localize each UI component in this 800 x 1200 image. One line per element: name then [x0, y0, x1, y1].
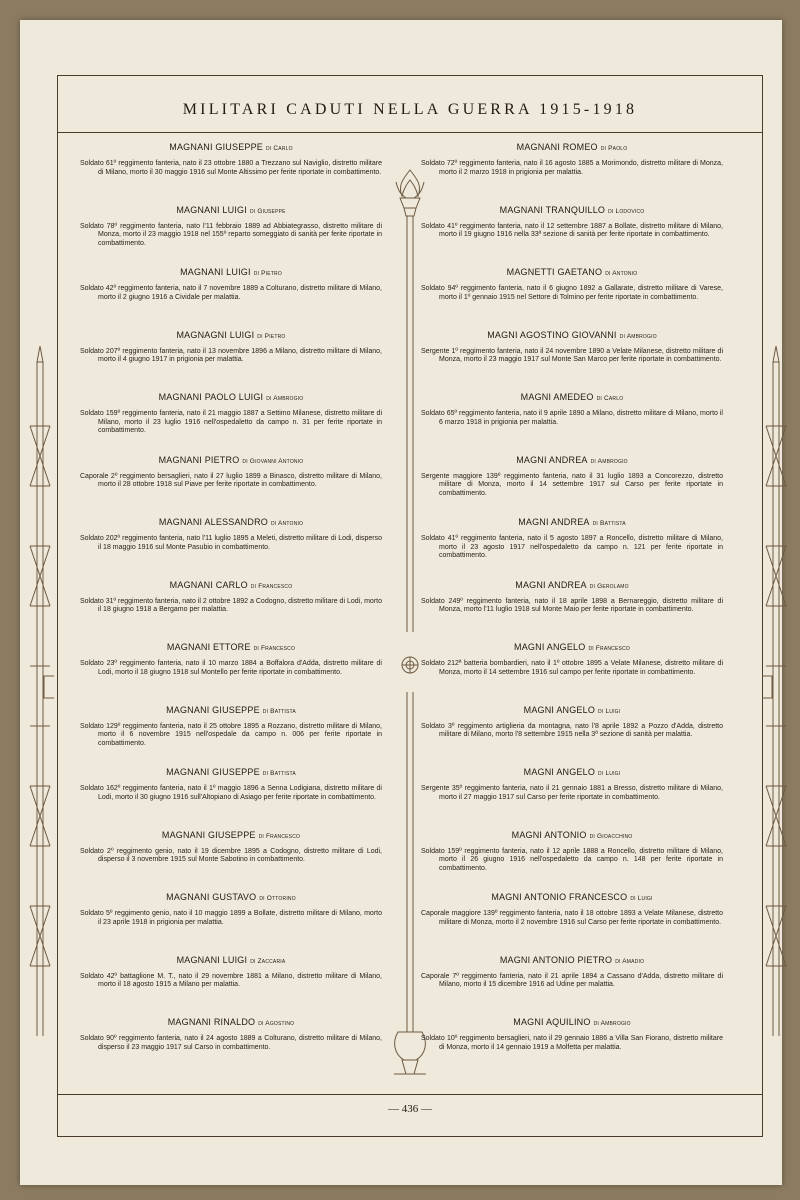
entry-name: [421, 767, 723, 777]
entry-surname: MAGNI ANGELO: [523, 767, 596, 777]
entry-name: [421, 267, 723, 277]
entry-surname: MAGNI AGOSTINO GIOVANNI: [487, 329, 617, 340]
casualty-entry: [80, 580, 382, 615]
entry-name: [80, 392, 382, 402]
entry-text: Soldato 90º reggimento fanteria, nato il 24 agosto 1889 a Colturano, distretto militare di Milano, disperso il 23 maggio 1917 sul Carso in combattimento.: [80, 1035, 382, 1051]
entry-surname: MAGNANI GIUSEPPE: [169, 142, 263, 152]
entry-surname: MAGNI ANGELO: [523, 704, 596, 715]
casualty-entry: [421, 705, 723, 740]
entry-surname: MAGNAGNI LUIGI: [176, 329, 255, 340]
entry-surname: MAGNANI GIUSEPPE: [166, 767, 260, 777]
entry-surname: MAGNI ANTONIO FRANCESCO: [491, 892, 628, 902]
entry-parent: di Battista: [592, 520, 626, 527]
entry-text: Soldato 207º reggimento fanteria, nato il 13 novembre 1896 a Milano, distretto militare di Milano, morto il 4 giugno 1917 in prigionia per malattia.: [80, 347, 382, 364]
entry-text: Soldato 162º reggimento fanteria, nato il 1º maggio 1896 a Senna Lodigiana, distretto militare di Lodi, morto il 30 giugno 1916 sull'Altopiano di Asiago per ferite riportate in combattimento.: [80, 785, 382, 801]
entry-surname: MAGNANI ROMEO: [516, 142, 598, 152]
entry-parent: di Pietro: [257, 332, 286, 340]
entry-parent: di Battista: [262, 707, 296, 715]
entry-parent: di Francesco: [250, 582, 293, 590]
left-pole-ornament: [26, 346, 54, 1036]
casualty-entry: [80, 955, 382, 990]
entry-parent: di Carlo: [596, 395, 624, 402]
casualty-entry: [80, 392, 382, 436]
entry-surname: MAGNANI ETTORE: [166, 642, 251, 652]
entry-text: Soldato 94º reggimento fanteria, nato il 6 giugno 1892 a Gallarate, distretto militare di Varese, morto il 1º gennaio 1915 nel Settore di Tolmino per ferite riportate in combattimento.: [421, 285, 723, 301]
entry-name: [80, 330, 382, 340]
entry-text: Soldato 129º reggimento fanteria, nato il 25 ottobre 1895 a Rozzano, distretto militare di Milano, morto il 6 novembre 1915 nell'ospedale da campo n. 006 per ferite riportate in combattimento.: [80, 722, 382, 747]
entry-text: Sergente maggiore 139º reggimento fanteria, nato il 31 luglio 1893 a Concorezzo, distretto militare di Monza, morto il 14 settembre 1917 sul Carso per ferite riportate in combattimento.: [421, 472, 723, 497]
entry-parent: di Zaccaria: [250, 957, 286, 965]
entry-name: [421, 330, 723, 340]
entry-name: [421, 1017, 723, 1027]
entry-parent: di Antonio: [605, 270, 638, 277]
entry-parent: di Luigi: [630, 895, 653, 902]
entry-name: [80, 455, 382, 465]
entry-parent: di Francesco: [588, 645, 630, 652]
entry-parent: di Antonio: [271, 520, 304, 527]
entry-surname: MAGNANI PAOLO LUIGI: [158, 392, 264, 402]
casualty-entry: [421, 142, 723, 177]
entry-parent: di Francesco: [258, 832, 301, 840]
entry-parent: di Carlo: [266, 145, 293, 152]
page-header: [58, 76, 762, 133]
entry-surname: MAGNANI PIETRO: [158, 454, 240, 465]
entry-name: [421, 705, 723, 715]
casualty-entry: [80, 455, 382, 490]
entry-text: Soldato 202º reggimento fanteria, nato l'11 luglio 1895 a Meleti, distretto militare di Lodi, disperso il 18 maggio 1916 sul Monte Pasubio in combattimento.: [80, 535, 382, 551]
entry-name: [80, 580, 382, 590]
entry-surname: MAGNANI LUIGI: [176, 204, 247, 215]
casualty-entry: [421, 580, 723, 615]
entry-surname: MAGNI AMEDEO: [520, 392, 594, 402]
casualty-entry: [80, 205, 382, 249]
entry-text: Soldato 41º reggimento fanteria, nato il 12 settembre 1887 a Bollate, distretto militare di Milano, morto il 19 giugno 1916 nella 33ª sezione di sanità per ferite riportate in combattimento.: [421, 222, 723, 239]
entry-name: [80, 142, 382, 152]
page-sheet: [20, 20, 782, 1185]
entry-surname: MAGNI ANDREA: [518, 517, 590, 527]
casualty-entry: [80, 142, 382, 177]
entry-surname: MAGNI AQUILINO: [513, 1017, 591, 1027]
casualty-entry: [421, 892, 723, 927]
footer-rule: [58, 1094, 762, 1095]
entry-name: [421, 517, 723, 527]
entry-name: [80, 892, 382, 902]
casualty-entry: [80, 517, 382, 552]
entry-text: Soldato 61º reggimento fanteria, nato il 23 ottobre 1880 a Trezzano sul Naviglio, distretto militare di Milano, morto il 30 maggio 1916 sul Monte Altissimo per ferite riportate in combattimento.: [80, 160, 382, 176]
entry-name: [421, 955, 723, 965]
page-frame: [57, 75, 763, 1137]
entry-parent: di Battista: [262, 770, 296, 777]
entry-surname: MAGNANI ALESSANDRO: [158, 517, 268, 527]
casualty-entry: [80, 892, 382, 927]
entry-name: [80, 1017, 382, 1027]
entry-name: [80, 830, 382, 840]
entry-parent: di Pietro: [253, 270, 282, 277]
entry-parent: di Francesco: [253, 645, 296, 652]
entry-text: Soldato 5º reggimento genio, nato il 10 maggio 1899 a Bollate, distretto militare di Milano, morto il 23 aprile 1918 in prigionia per malattia.: [80, 910, 382, 926]
page-title: MILITARI CADUTI NELLA GUERRA 1915-1918: [182, 101, 638, 118]
casualty-entry: [421, 205, 723, 240]
entry-text: Soldato 42º battaglione M. T., nato il 29 novembre 1881 a Milano, distretto militare di Milano, morto il 18 agosto 1915 a Milano per malattia.: [80, 972, 382, 989]
entry-name: [421, 580, 723, 590]
entry-text: Soldato 159º reggimento fanteria, nato il 21 maggio 1887 a Settimo Milanese, distretto militare di Milano, morto il 23 luglio 1916 nell'ospedaletto da campo n. 31 per ferite riportate in combattimento.: [80, 410, 382, 435]
entry-surname: MAGNANI RINALDO: [167, 1017, 256, 1027]
entry-parent: di Ambrogio: [590, 457, 628, 465]
entry-surname: MAGNANI GIUSEPPE: [166, 704, 260, 715]
casualty-entry: [80, 642, 382, 677]
entry-surname: MAGNANI GIUSEPPE: [161, 829, 256, 840]
entry-name: [80, 517, 382, 527]
entry-surname: MAGNETTI GAETANO: [506, 267, 603, 277]
entry-surname: MAGNI ANTONIO PIETRO: [499, 954, 613, 965]
entry-surname: MAGNANI LUIGI: [180, 267, 251, 277]
entry-text: Sergente 1º reggimento fanteria, nato il 24 novembre 1890 a Velate Milanese, distretto militare di Monza, morto il 23 maggio 1917 sul Monte San Marco per ferite riportate in combattimento.: [421, 347, 723, 364]
entry-parent: di Giuseppe: [249, 207, 286, 215]
entry-text: Soldato 72º reggimento fanteria, nato il 16 agosto 1885 a Morimondo, distretto militare di Monza, morto il 2 marzo 1918 in prigionia per malattia.: [421, 160, 723, 176]
casualty-entry: [421, 330, 723, 365]
casualty-entry: [421, 830, 723, 874]
casualty-entry: [80, 1017, 382, 1052]
casualty-entry: [421, 1017, 723, 1052]
page-number: — 436 —: [388, 1103, 432, 1115]
casualty-entry: [80, 830, 382, 865]
entry-text: Soldato 249º reggimento fanteria, nato il 18 aprile 1898 a Bernareggio, distretto militare di Monza, morto l'11 luglio 1918 sul Monte Maio per ferite riportate in combattimento.: [421, 597, 723, 614]
entry-name: [421, 892, 723, 902]
casualty-entry: [421, 642, 723, 677]
casualty-entry: [421, 517, 723, 561]
casualty-entry: [80, 705, 382, 749]
casualty-entry: [421, 392, 723, 427]
entry-name: [80, 205, 382, 215]
entry-surname: MAGNI ANDREA: [515, 579, 587, 590]
entry-parent: di Lodovico: [608, 207, 645, 215]
entry-text: Caporale 7º reggimento fanteria, nato il 21 aprile 1894 a Cassano d'Adda, distretto militare di Milano, morto il 15 dicembre 1916 ad Udine per malattia.: [421, 972, 723, 989]
entry-parent: di Gioacchino: [589, 832, 633, 840]
entry-parent: di Ambrogio: [593, 1020, 631, 1027]
entry-text: Soldato 3º reggimento artiglieria da montagna, nato l'8 aprile 1892 a Pozzo d'Adda, distretto militare di Milano, morto l'8 settembre 1915 nella 3ª sezione di sanità per malattia.: [421, 722, 723, 739]
entry-text: Soldato 65º reggimento fanteria, nato il 9 aprile 1890 a Milano, distretto militare di Milano, morto il 6 marzo 1918 in prigionia per malattia.: [421, 410, 723, 426]
casualty-entry: [421, 955, 723, 990]
entry-name: [80, 767, 382, 777]
entry-parent: di Giovanni Antonio: [242, 457, 304, 465]
entry-parent: di Ottorino: [259, 895, 296, 902]
entry-name: [80, 267, 382, 277]
entry-surname: MAGNANI TRANQUILLO: [499, 204, 606, 215]
entry-name: [80, 642, 382, 652]
entry-name: [80, 955, 382, 965]
entry-text: Soldato 2º reggimento genio, nato il 19 dicembre 1895 a Codogno, distretto militare di Lodi, disperso il 3 novembre 1915 sul Monte Sabotino in combattimento.: [80, 847, 382, 864]
entry-parent: di Ambrogio: [619, 332, 657, 340]
entry-surname: MAGNI ANGELO: [514, 642, 586, 652]
casualty-entry: [80, 767, 382, 802]
entry-text: Caporale 2º reggimento bersaglieri, nato il 27 luglio 1899 a Binasco, distretto militare di Milano, morto il 28 ottobre 1918 sul Piave per ferite riportate in combattimento.: [80, 472, 382, 489]
entry-text: Soldato 212ª batteria bombardieri, nato il 1º ottobre 1895 a Velate Milanese, distretto militare di Monza, morto il 14 settembre 1916 sul campo per ferite riportate in combattimento.: [421, 660, 723, 676]
entry-name: [421, 392, 723, 402]
entry-surname: MAGNANI LUIGI: [176, 954, 248, 965]
entry-parent: di Luigi: [598, 770, 621, 777]
entry-parent: di Amadio: [615, 957, 645, 965]
entry-name: [421, 455, 723, 465]
entry-name: [421, 642, 723, 652]
entry-text: Soldato 78º reggimento fanteria, nato l'11 febbraio 1889 ad Abbiategrasso, distretto militare di Monza, morto il 23 maggio 1918 nel 155º reparto someggiato di sanità per ferite riportate in combattimento.: [80, 222, 382, 247]
entry-text: Soldato 41º reggimento fanteria, nato il 5 agosto 1897 a Roncello, distretto militare di Milano, morto il 23 agosto 1917 nell'ospedaletto da campo n. 121 per ferite riportate in combattimento.: [421, 535, 723, 560]
casualty-entry: [421, 455, 723, 499]
entry-name: [421, 205, 723, 215]
entry-text: Soldato 23º reggimento fanteria, nato il 10 marzo 1884 a Boffalora d'Adda, distretto militare di Lodi, morto il 18 giugno 1918 sul Montello per ferite riportate in combattimento.: [80, 660, 382, 676]
casualty-entry: [80, 267, 382, 302]
entry-text: Sergente 35º reggimento fanteria, nato il 21 gennaio 1881 a Bresso, distretto militare di Milano, morto il 27 maggio 1917 sul Carso per ferite riportate in combattimento.: [421, 785, 723, 801]
entry-text: Soldato 10º reggimento bersaglieri, nato il 29 gennaio 1886 a Villa San Fiorano, distretto militare di Monza, morto il 14 gennaio 1919 a Molfetta per malattia.: [421, 1035, 723, 1051]
entry-text: Soldato 42º reggimento fanteria, nato il 7 novembre 1889 a Colturano, distretto militare di Milano, morto il 2 giugno 1916 a Cividale per malattia.: [80, 285, 382, 301]
entry-name: [421, 142, 723, 152]
entry-parent: di Luigi: [598, 707, 621, 715]
entry-text: Caporale maggiore 139º reggimento fanteria, nato il 18 ottobre 1893 a Velate Milanese, distretto militare di Monza, morto il 2 novembre 1916 sul Carso per ferite riportate in combattimento.: [421, 910, 723, 926]
casualty-entry: [80, 330, 382, 365]
entry-surname: MAGNI ANDREA: [516, 454, 588, 465]
entry-parent: di Paolo: [600, 145, 628, 152]
entry-parent: di Agostino: [258, 1020, 295, 1027]
entry-surname: MAGNI ANTONIO: [511, 829, 587, 840]
entry-text: Soldato 31º reggimento fanteria, nato il 2 ottobre 1892 a Codogno, distretto militare di Lodi, morto il 18 giugno 1918 a Bergamo per malattia.: [80, 597, 382, 614]
entry-surname: MAGNANI CARLO: [169, 579, 248, 590]
entry-text: Soldato 159º reggimento fanteria, nato il 12 aprile 1888 a Roncello, distretto militare di Milano, morto il 26 giugno 1916 nell'ospedaletto da campo n. 148 per ferite riportate in combattimento.: [421, 847, 723, 872]
entry-name: [80, 705, 382, 715]
right-pole-ornament: [762, 346, 790, 1036]
entry-parent: di Gerolamo: [589, 582, 629, 590]
casualty-entry: [421, 267, 723, 302]
entry-surname: MAGNANI GUSTAVO: [166, 892, 257, 902]
casualty-entry: [421, 767, 723, 802]
entry-name: [421, 830, 723, 840]
entry-parent: di Ambrogio: [266, 395, 304, 402]
